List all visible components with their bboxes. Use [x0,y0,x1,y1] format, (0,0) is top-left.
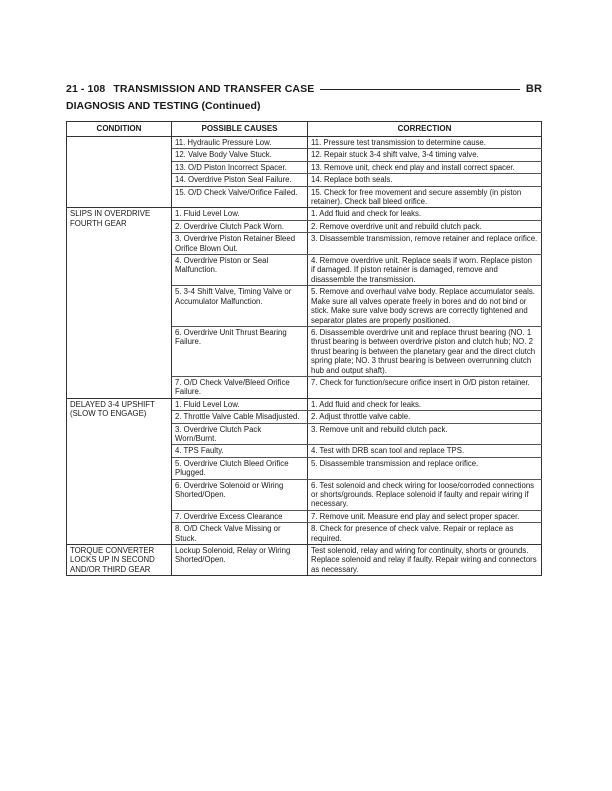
page-number: 21 - 108 [66,83,106,95]
table-body [67,137,542,576]
page-subtitle: DIAGNOSIS AND TESTING (Continued) [66,100,261,112]
cause-cell: 7. O/D Check Valve/Bleed Orifice Failure. [172,376,308,398]
cause-cell: 1. Fluid Level Low. [172,208,308,220]
cause-cell: 5. Overdrive Clutch Bleed Orifice Plugged. [172,457,308,479]
cause-cell: 8. O/D Check Valve Missing or Stuck. [172,523,308,545]
cause-cell: 11. Hydraulic Pressure Low. [172,137,308,149]
correction-cell: 14. Replace both seals. [308,174,542,186]
cause-cell: 13. O/D Piston Incorrect Spacer. [172,161,308,173]
correction-cell: 7. Check for function/secure orifice insert in O/D piston retainer. [308,376,542,398]
table-row [67,545,542,576]
cause-cell: 14. Overdrive Piston Seal Failure. [172,174,308,186]
correction-cell: 1. Add fluid and check for leaks. [308,398,542,410]
cause-cell: 1. Fluid Level Low. [172,398,308,410]
correction-cell: 6. Disassemble overdrive unit and replace thrust bearing (NO. 1 thrust bearing is between overdrive piston and clutch hub; NO. 2 thrust bearing is between the planetary gear and the direct clutch spring plate; NO. 3 thrust bearing is between overrunning clutch hub and output shaft). [308,326,542,376]
table-row [67,398,542,410]
correction-cell: 1. Add fluid and check for leaks. [308,208,542,220]
table-row [67,208,542,220]
cause-cell: 3. Overdrive Clutch Pack Worn/Burnt. [172,423,308,445]
correction-cell: 2. Adjust throttle valve cable. [308,411,542,423]
correction-cell: 3. Remove unit and rebuild clutch pack. [308,423,542,445]
cause-cell: 12. Valve Body Valve Stuck. [172,149,308,161]
column-header-condition: CONDITION [67,122,172,137]
correction-cell: 7. Remove unit. Measure end play and select proper spacer. [308,510,542,522]
cause-cell: 4. TPS Faulty. [172,445,308,457]
correction-cell: 4. Remove overdrive unit. Replace seals if worn. Replace piston if damaged. If piston retainer is damaged, remove and disassemble the transmission. [308,255,542,286]
section-title: TRANSMISSION AND TRANSFER CASE [113,83,315,95]
cause-cell: 5. 3-4 Shift Valve, Timing Valve or Accumulator Malfunction. [172,286,308,327]
cause-cell: 2. Overdrive Clutch Pack Worn. [172,220,308,232]
correction-cell: 6. Test solenoid and check wiring for loose/corroded connections or shorts/grounds. Replace solenoid if faulty and repair wiring if necessary. [308,479,542,510]
correction-cell: Test solenoid, relay and wiring for continuity, shorts or grounds. Replace solenoid and relay if faulty. Repair wiring and connectors as necessary. [308,545,542,576]
correction-cell: 2. Remove overdrive unit and rebuild clutch pack. [308,220,542,232]
cause-cell: 4. Overdrive Piston or Seal Malfunction. [172,255,308,286]
cause-cell: 6. Overdrive Unit Thrust Bearing Failure. [172,326,308,376]
cause-cell: 15. O/D Check Valve/Orifice Failed. [172,186,308,208]
correction-cell: 3. Disassemble transmission, remove retainer and replace orifice. [308,233,542,255]
correction-cell: 12. Repair stuck 3-4 shift valve, 3-4 timing valve. [308,149,542,161]
cause-cell: 2. Throttle Valve Cable Misadjusted. [172,411,308,423]
model-code: BR [525,83,542,95]
cause-cell: 3. Overdrive Piston Retainer Bleed Orifice Blown Out. [172,233,308,255]
correction-cell: 5. Disassemble transmission and replace orifice. [308,457,542,479]
table-header-row [67,122,542,137]
diagnosis-table [66,121,542,576]
cause-cell: 6. Overdrive Solenoid or Wiring Shorted/Open. [172,479,308,510]
condition-cell [67,137,172,208]
correction-cell: 11. Pressure test transmission to determine cause. [308,137,542,149]
page-header [66,82,542,96]
condition-cell: DELAYED 3-4 UPSHIFT (SLOW TO ENGAGE) [67,398,172,544]
correction-cell: 13. Remove unit, check end play and install correct spacer. [308,161,542,173]
column-header-causes: POSSIBLE CAUSES [172,122,308,137]
cause-cell: 7. Overdrive Excess Clearance [172,510,308,522]
table-row [67,137,542,149]
condition-cell: TORQUE CONVERTER LOCKS UP IN SECOND AND/OR THIRD GEAR [67,545,172,576]
correction-cell: 15. Check for free movement and secure assembly (in piston retainer). Check ball bleed orifice. [308,186,542,208]
correction-cell: 5. Remove and overhaul valve body. Replace accumulator seals. Make sure all valves operate freely in bores and do not bind or stick. Make sure valve body screws are correctly tightened and separator plates are properly positioned. [308,286,542,327]
condition-cell: SLIPS IN OVERDRIVE FOURTH GEAR [67,208,172,398]
cause-cell: Lockup Solenoid, Relay or Wiring Shorted/Open. [172,545,308,576]
header-rule [320,89,520,90]
column-header-correction: CORRECTION [308,122,542,137]
correction-cell: 4. Test with DRB scan tool and replace TPS. [308,445,542,457]
correction-cell: 8. Check for presence of check valve. Repair or replace as required. [308,523,542,545]
